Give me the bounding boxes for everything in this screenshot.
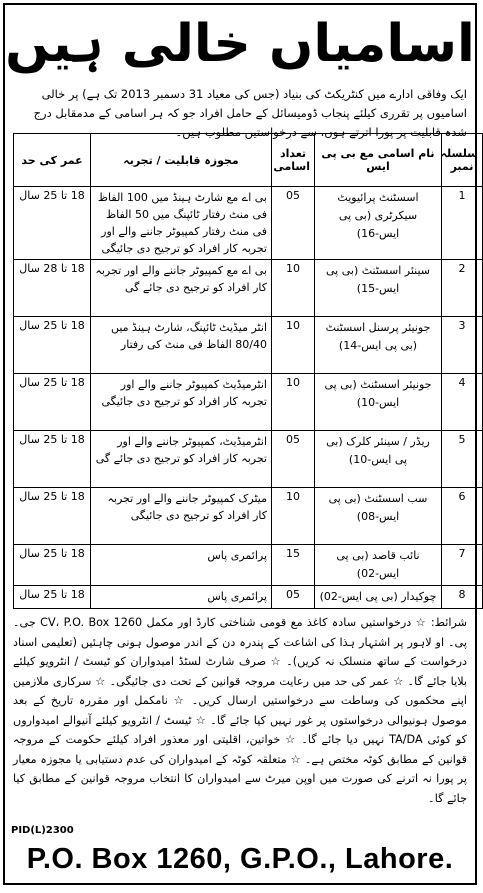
row-qualification: بی اے مع شارٹ ہینڈ میں 100 الفاظ فی منٹ رفتار ٹائپنگ میں 50 الفاظ فی منٹ رفتار کمپیوٹر جاننے والے اور تجربہ کار افراد کو ترجیح دی جائیگی: [91, 187, 272, 260]
row-post: سینئر اسسٹنٹ (بی پی ایس-15): [315, 260, 442, 317]
row-serial: 7: [442, 545, 483, 586]
header-age: عمر کی حد: [14, 134, 91, 187]
row-count: 10: [272, 317, 315, 374]
table-row: [14, 545, 483, 586]
row-count: 10: [272, 260, 315, 317]
row-serial: 5: [442, 431, 483, 488]
row-post: اسسٹنٹ پرائیویٹ سیکرٹری (بی پی ایس-16): [315, 187, 442, 260]
row-count: 05: [272, 431, 315, 488]
row-post: جونیئر اسسٹنٹ (بی پی ایس-10): [315, 374, 442, 431]
row-count: 15: [272, 545, 315, 586]
row-age: 18 تا 25 سال: [14, 317, 91, 374]
row-count: 10: [272, 374, 315, 431]
row-qualification: پرائمری پاس: [91, 545, 272, 586]
row-serial: 3: [442, 317, 483, 374]
terms-conditions: شرائط: ☆ درخواستیں سادہ کاغذ مع قومی شناختی کارڈ اور مکمل CV، P.O. Box 1260 جی۔ پی۔ او لاہور پر اشتہار ہذا کی اشاعت کے پندرہ دن کے اندر موصول ہونی چاہئیں (تعلیمی اسناد درخواست کے ساتھ منسلک نہ کریں)۔ ☆ صرف شارٹ لسٹڈ امیدواران کو ٹیسٹ / انٹرویو کیلئے بلایا جائے گا۔ ☆ عمر کی حد میں رعایت مروجہ قوانین کے تحت دی جائیگی۔ ☆ سرکاری ملازمین اپنے محکموں کی وساطت سے درخواستیں ارسال کریں۔ ☆ نامکمل اور مقررہ تاریخ کے بعد موصول ہونیوالی درخواستوں پر غور نہیں کیا جائے گا۔ ☆ ٹیسٹ / انٹرویو کیلئے آنیوالے امیدواروں کو کوئی TA/DA نہیں دیا جائے گا۔ ☆ خواتین، اقلیتی اور معذور افراد کیلئے حکومت کے مروجہ قوانین کے مطابق کوٹہ مختص ہے۔ ☆ متعلقہ کوٹہ کے امیدواران کی عدم دستیابی یا مجوزہ معیار پر پورا نہ اترنے کی صورت میں اوپن میرٹ سے امیدواران کا انتخاب مروجہ قوانین کے مطابق کیا جائے گا۔: [13, 616, 467, 805]
row-age: 18 تا 25 سال: [14, 431, 91, 488]
vacancies-table: [13, 133, 483, 609]
table-row: [14, 488, 483, 545]
table-row: [14, 187, 483, 260]
header-count: تعداد اسامی: [272, 134, 315, 187]
pid-code: PID(L)2300: [11, 825, 74, 836]
table-row: [14, 431, 483, 488]
row-count: 05: [272, 187, 315, 260]
row-age: 18 تا 25 سال: [14, 374, 91, 431]
header-post: نام اسامی مع بی پی ایس: [315, 134, 442, 187]
table-row: [14, 374, 483, 431]
table-row: [14, 317, 483, 374]
header-qualification: مجوزہ قابلیت / تجربہ: [91, 134, 272, 187]
row-serial: 1: [442, 187, 483, 260]
row-serial: 8: [442, 586, 483, 609]
row-qualification: انٹرمیڈیٹ کمپیوٹر جاننے والے اور تجربہ کار افراد کو ترجیح دی جائیگی: [91, 374, 272, 431]
row-age: 18 تا 25 سال: [14, 187, 91, 260]
row-post: چوکیدار (بی پی ایس-02): [315, 586, 442, 609]
row-post: ریڈر / سینئر کلرک (بی پی ایس-10): [315, 431, 442, 488]
row-qualification: پرائمری پاس: [91, 586, 272, 609]
row-count: 05: [272, 586, 315, 609]
footer-address: P.O. Box 1260, G.P.O., Lahore.: [26, 842, 454, 875]
job-advertisement: [3, 3, 477, 885]
row-serial: 4: [442, 374, 483, 431]
row-post: جونیئر پرسنل اسسٹنٹ (بی پی ایس-14): [315, 317, 442, 374]
row-qualification: بی اے مع کمپیوٹر جاننے والے اور تجربہ کار افراد کو ترجیح دی جائے گی: [91, 260, 272, 317]
row-age: 18 تا 25 سال: [14, 488, 91, 545]
header-serial: سلسلہ نمبر: [442, 134, 483, 187]
row-serial: 6: [442, 488, 483, 545]
row-qualification: میٹرک کمپیوٹر جاننے والے اور تجربہ کار افراد کو ترجیح دی جائیگی: [91, 488, 272, 545]
row-serial: 2: [442, 260, 483, 317]
row-age: 18 تا 28 سال: [14, 260, 91, 317]
headline: اسامیاں خالی ہیں: [5, 14, 475, 74]
row-post: نائب قاصد (بی پی ایس-02): [315, 545, 442, 586]
row-qualification: انٹرمیڈیٹ، کمپیوٹر جاننے والے اور تجربہ کار افراد کو ترجیح دی جائے گی: [91, 431, 272, 488]
table-row: [14, 586, 483, 609]
table-row: [14, 260, 483, 317]
row-post: سب اسسٹنٹ (بی پی ایس-08): [315, 488, 442, 545]
row-age: 18 تا 25 سال: [14, 545, 91, 586]
intro-paragraph: ایک وفاقی ادارے میں کنٹریکٹ کی بنیاد (جس کی معیاد 31 دسمبر 2013 تک ہے) پر خالی اسامیوں پر تقرری کیلئے پنجاب ڈومیسائل کے حامل افراد جو کہ ہر اسامی کے مدمقابل درج شدہ قابلیت پر پورا اترتے ہوں، سے درخواستیں مطلوب ہیں۔: [33, 87, 467, 139]
row-count: 10: [272, 488, 315, 545]
row-qualification: انٹر میڈیٹ ٹائپنگ، شارٹ ہینڈ میں 80/40 الفاظ فی منٹ کی رفتار: [91, 317, 272, 374]
row-age: 18 تا 25 سال: [14, 586, 91, 609]
